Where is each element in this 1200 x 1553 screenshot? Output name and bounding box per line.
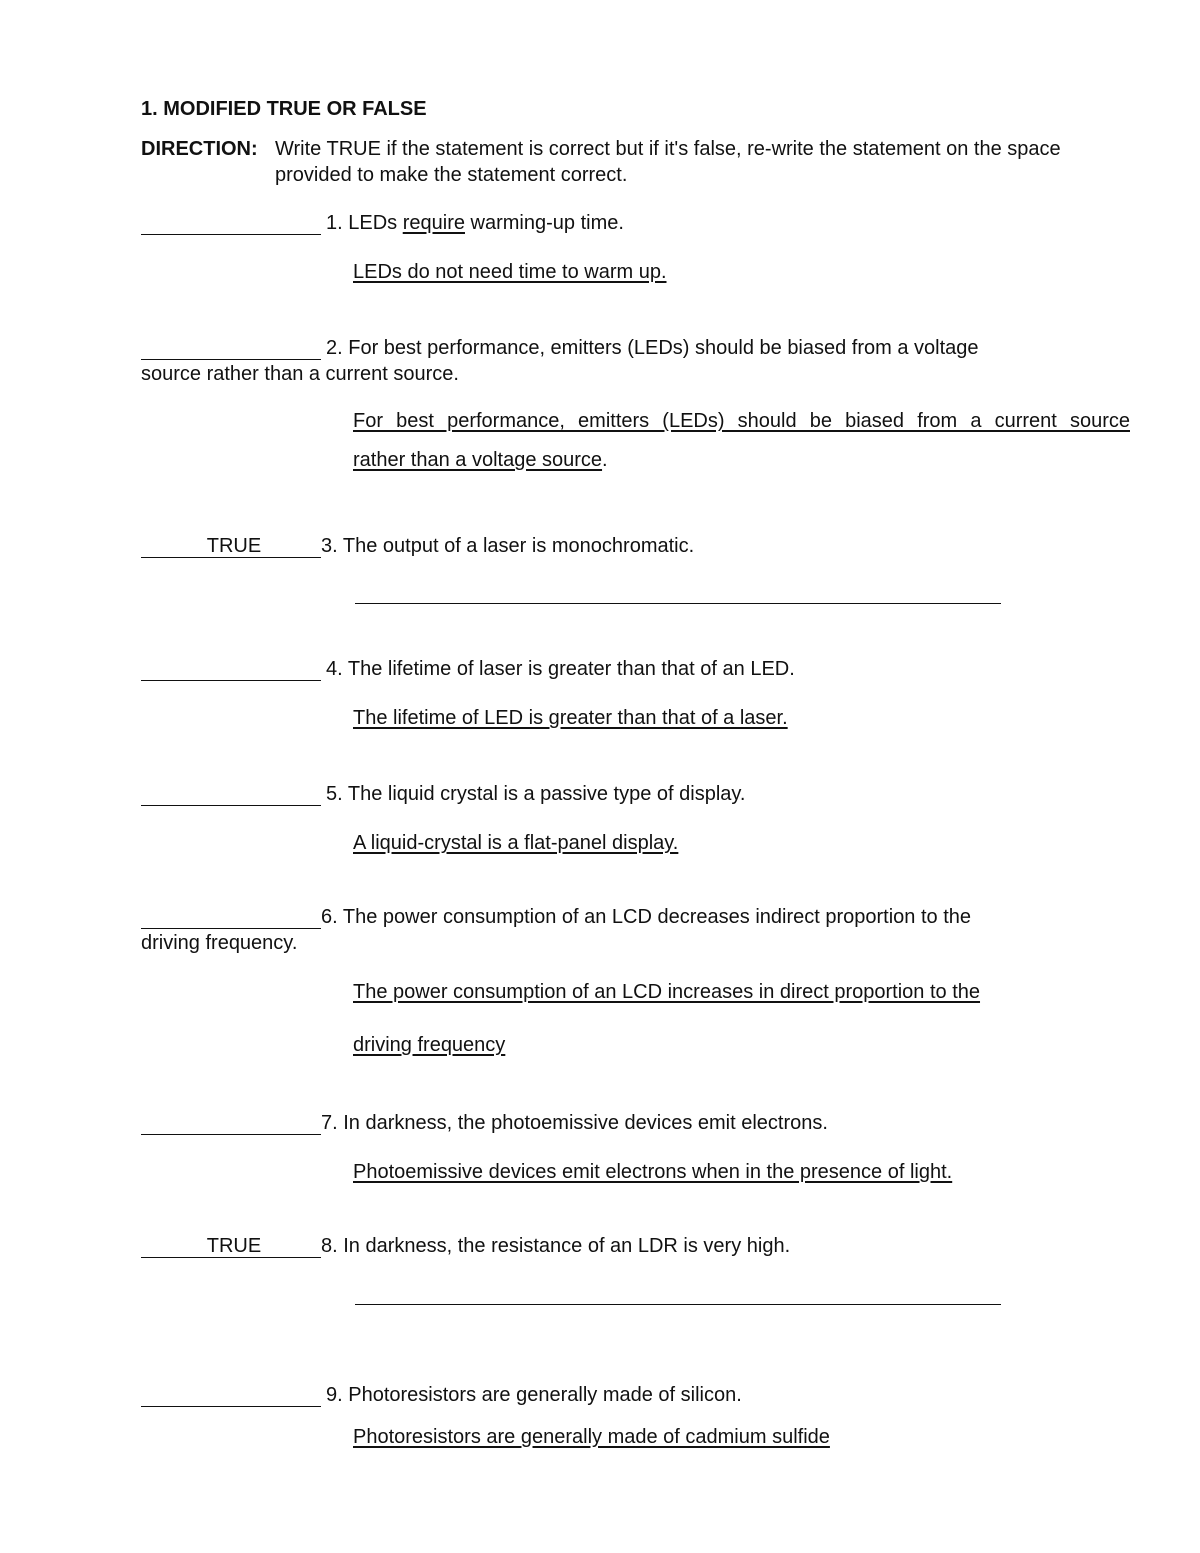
answer-blank-2[interactable]	[141, 336, 321, 360]
answer-value-3: TRUE	[206, 535, 262, 557]
question-number: 7.	[321, 1112, 338, 1134]
direction-label: DIRECTION:	[141, 138, 258, 160]
page-title: 1. MODIFIED TRUE OR FALSE	[141, 98, 427, 120]
question-number: 8.	[321, 1235, 338, 1257]
question-text: In darkness, the photoemissive devices emit electrons.	[343, 1112, 828, 1134]
correction-6-line2: driving frequency	[353, 1034, 506, 1056]
correction-blank-line-8[interactable]	[355, 1304, 1001, 1305]
answer-value-8: TRUE	[206, 1235, 262, 1257]
question-text: For best performance, emitters (LEDs) should be biased from a voltage	[348, 337, 979, 359]
question-text: The lifetime of laser is greater than that of an LED.	[347, 658, 795, 680]
question-2-continued: source rather than a current source.	[141, 363, 459, 385]
correction-2-line2-wrap	[353, 448, 608, 472]
question-number: 4.	[326, 658, 343, 680]
answer-blank-7[interactable]	[141, 1111, 321, 1135]
question-8	[321, 1234, 790, 1258]
question-1	[326, 211, 624, 235]
question-text: warming-up time.	[470, 212, 624, 234]
underlined-keyword: require	[402, 212, 465, 234]
correction-blank-line-3[interactable]	[355, 603, 1001, 604]
correction-2-line2: rather than a voltage source	[353, 449, 603, 471]
question-5	[326, 782, 745, 806]
question-6-continued: driving frequency.	[141, 932, 298, 954]
question-2	[326, 336, 979, 360]
answer-blank-5[interactable]	[141, 782, 321, 806]
direction-text-line2: provided to make the statement correct.	[275, 164, 628, 186]
answer-blank-4[interactable]	[141, 657, 321, 681]
correction-7: Photoemissive devices emit electrons when in the presence of light.	[353, 1161, 953, 1183]
question-text: Photoresistors are generally made of silicon.	[348, 1384, 742, 1406]
question-number: 1.	[326, 212, 343, 234]
question-6	[321, 905, 971, 929]
question-number: 5.	[326, 783, 343, 805]
answer-blank-1[interactable]	[141, 211, 321, 235]
correction-2-period: .	[602, 449, 608, 471]
correction-2-line1: For best performance, emitters (LEDs) should be biased from a current source	[353, 410, 1130, 432]
question-text: The power consumption of an LCD decreases indirect proportion to the	[342, 906, 972, 928]
question-9	[326, 1383, 742, 1407]
question-4	[326, 657, 795, 681]
question-number: 6.	[321, 906, 338, 928]
correction-6-line1: The power consumption of an LCD increases in direct proportion to the	[353, 981, 981, 1003]
question-7	[321, 1111, 828, 1135]
answer-blank-6[interactable]	[141, 905, 321, 929]
answer-blank-9[interactable]	[141, 1383, 321, 1407]
correction-5: A liquid-crystal is a flat-panel display.	[353, 832, 679, 854]
question-number: 9.	[326, 1384, 343, 1406]
question-number: 2.	[326, 337, 343, 359]
answer-blank-8[interactable]	[141, 1234, 321, 1258]
question-number: 3.	[321, 535, 338, 557]
answer-blank-3[interactable]	[141, 534, 321, 558]
question-text: LEDs	[348, 212, 398, 234]
question-3	[321, 534, 694, 558]
correction-4: The lifetime of LED is greater than that of a laser.	[353, 707, 788, 729]
question-text: The output of a laser is monochromatic.	[342, 535, 695, 557]
question-text: In darkness, the resistance of an LDR is very high.	[343, 1235, 791, 1257]
question-text: The liquid crystal is a passive type of display.	[347, 783, 746, 805]
correction-1: LEDs do not need time to warm up.	[353, 261, 667, 283]
correction-9: Photoresistors are generally made of cadmium sulfide	[353, 1426, 830, 1448]
direction-text-line1: Write TRUE if the statement is correct but if it's false, re-write the statement on the space	[275, 138, 1061, 160]
